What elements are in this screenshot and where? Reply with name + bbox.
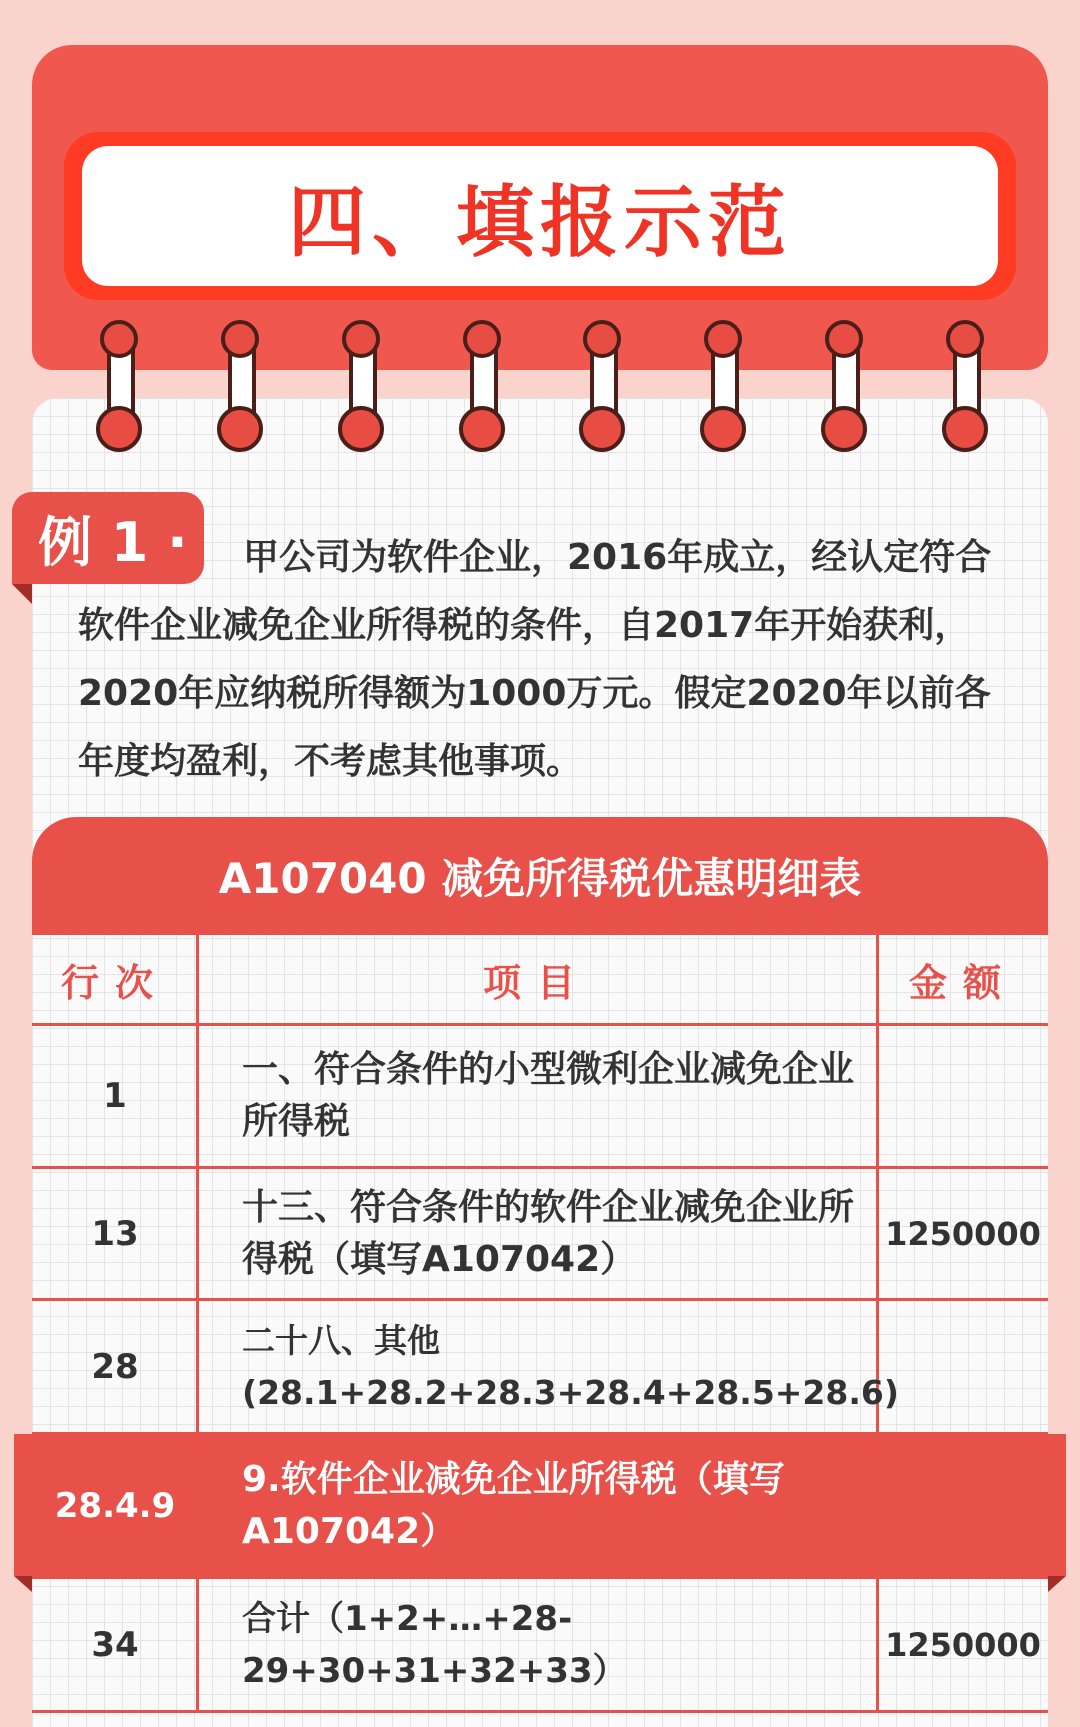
- table-row-amount: 1250000: [885, 1625, 1041, 1664]
- table-row-item: 十三、符合条件的软件企业减免企业所得税（填写A107042）: [242, 1186, 855, 1280]
- table-row-item: 一、符合条件的小型微利企业减免企业所得税: [242, 1049, 855, 1142]
- page-title: 四、填报示范: [82, 146, 998, 286]
- table-row-amount: [878, 1301, 1048, 1432]
- binder-ring-icon: [336, 320, 384, 448]
- table-row-number: 28.4.9: [54, 1485, 176, 1526]
- binder-ring-icon: [819, 320, 867, 448]
- highlight-fold-left: [14, 1576, 32, 1592]
- table-divider: [32, 1710, 1048, 1713]
- binder-ring-icon: [698, 320, 746, 448]
- table-row-number: 13: [91, 1213, 139, 1254]
- binder-ring-icon: [577, 320, 625, 448]
- header-amount: 金额: [908, 960, 1017, 1005]
- table-row-amount: 1250000: [885, 1214, 1041, 1253]
- table-row-amount: [878, 1026, 1048, 1166]
- binder-ring-icon: [94, 320, 142, 448]
- table-row-number: 1: [103, 1076, 127, 1116]
- table-row-item: 合计（1+2+…+28-29+30+31+32+33）: [242, 1598, 627, 1691]
- table-row-amount: [878, 1435, 1048, 1576]
- example-tag: 例 1 ·: [12, 492, 204, 584]
- table-row-number: 34: [91, 1624, 139, 1665]
- table-row-number: 28: [91, 1346, 139, 1387]
- highlight-fold-right: [1048, 1576, 1066, 1592]
- header-row-number: 行次: [60, 960, 169, 1005]
- table-title: A107040 减免所得税优惠明细表: [32, 817, 1048, 935]
- table-row-item: 二十八、其他(28.1+28.2+28.3+28.4+28.5+28.6): [242, 1320, 899, 1412]
- example-description: 甲公司为软件企业，2016年成立，经认定符合软件企业减免企业所得税的条件，自2017年开始获利，2020年应纳税所得额为1000万元。假定2020年以前各年度均盈利，不考虑其他事项。: [78, 537, 992, 782]
- header-item: 项目: [482, 960, 591, 1005]
- example-tag-fold: [12, 584, 32, 604]
- binder-ring-icon: [215, 320, 263, 448]
- binder-ring-icon: [457, 320, 505, 448]
- binder-ring-icon: [940, 320, 988, 448]
- table-row-item: 9.软件企业减免企业所得税（填写A107042）: [242, 1458, 785, 1552]
